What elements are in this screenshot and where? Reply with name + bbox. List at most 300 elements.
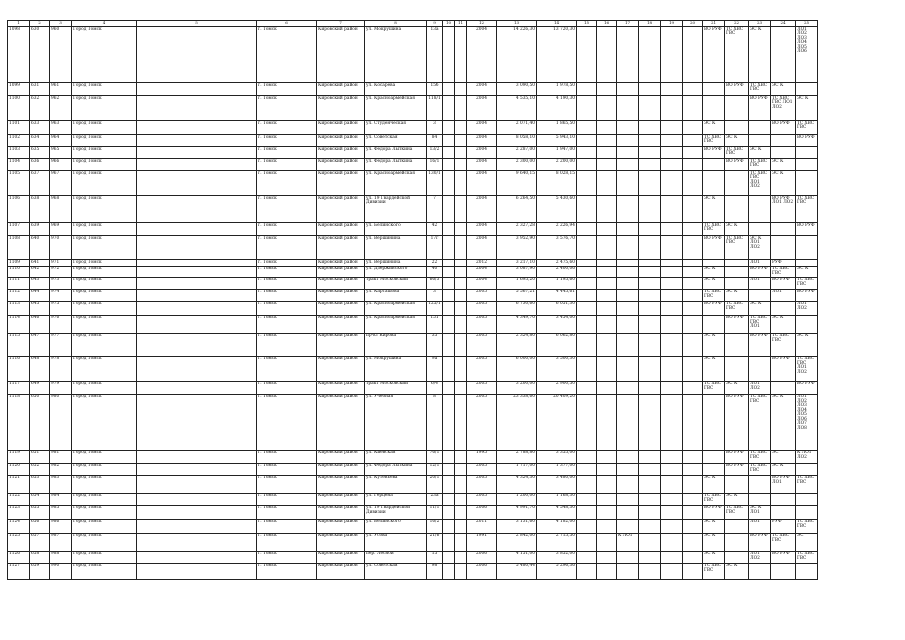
table-cell: Город Томск	[72, 159, 137, 171]
table-cell: Город Томск	[72, 260, 137, 267]
table-cell	[137, 301, 257, 315]
table-cell: 1123	[8, 505, 30, 519]
table-cell: 13/2	[427, 147, 443, 159]
table-cell	[683, 277, 703, 289]
table-cell: Город Томск	[72, 551, 137, 563]
column-number: 15	[577, 21, 597, 27]
table-cell: Город Томск	[72, 289, 137, 301]
table-cell: 1126	[8, 551, 30, 563]
table-cell: г. Томск	[257, 519, 317, 533]
table-cell: ЭС К	[796, 333, 818, 356]
table-cell: 640	[30, 236, 50, 260]
table-row	[8, 463, 818, 475]
table-cell: 3 087,90	[497, 266, 537, 277]
table-cell	[617, 135, 639, 147]
table-cell	[796, 493, 818, 505]
table-cell: ТС ХВС ГВС ЛО1 ЛО2	[796, 356, 818, 381]
table-cell	[683, 27, 703, 83]
table-cell: 98	[427, 563, 443, 579]
table-cell	[639, 519, 661, 533]
table-cell	[639, 266, 661, 277]
table-cell: ТС ХВС ГВС	[796, 277, 818, 289]
table-cell: ЭС К	[703, 121, 725, 135]
table-cell	[661, 236, 683, 260]
table-cell: 2005	[467, 301, 497, 315]
table-cell: г. Томск	[257, 260, 317, 267]
table-cell	[577, 333, 597, 356]
table-cell: ТС ХВС ГВС ЛО1 ЛО2	[749, 171, 771, 196]
table-cell: К ЛО1	[617, 533, 639, 551]
table-cell	[597, 475, 617, 493]
table-cell: Кировский район	[317, 333, 365, 356]
table-cell	[661, 147, 683, 159]
table-cell: 2 324,80	[497, 333, 537, 356]
table-cell	[639, 394, 661, 450]
table-cell: 2 900,50	[537, 381, 577, 394]
column-number: 17	[617, 21, 639, 27]
table-cell	[796, 159, 818, 171]
table-cell	[455, 147, 467, 159]
table-cell: ЭС К	[725, 289, 749, 301]
table-cell: 972	[50, 266, 72, 277]
table-cell	[796, 563, 818, 579]
table-cell	[443, 463, 455, 475]
table-cell	[617, 394, 639, 450]
table-cell: ЭС К	[703, 551, 725, 563]
table-cell	[639, 171, 661, 196]
table-cell: Город Томск	[72, 135, 137, 147]
table-cell: Кировский район	[317, 289, 365, 301]
column-number: 13	[497, 21, 537, 27]
table-cell	[771, 505, 796, 519]
table-cell	[597, 551, 617, 563]
table-cell: ул. Косарева	[365, 83, 427, 96]
table-cell: 964	[50, 135, 72, 147]
table-cell	[137, 519, 257, 533]
table-cell	[597, 159, 617, 171]
table-cell	[577, 551, 597, 563]
table-cell	[683, 289, 703, 301]
table-cell	[661, 171, 683, 196]
table-cell	[577, 505, 597, 519]
table-cell: ул. Мокрушина	[365, 27, 427, 83]
table-cell: 16/1	[427, 159, 443, 171]
table-cell	[455, 475, 467, 493]
table-cell: 2004	[467, 159, 497, 171]
table-cell	[443, 356, 455, 381]
table-cell: 968	[50, 196, 72, 223]
table-cell	[597, 315, 617, 333]
table-cell: РУФ	[771, 519, 796, 533]
table-cell: 645	[30, 301, 50, 315]
table-cell: 1118	[8, 394, 30, 450]
table-cell	[617, 301, 639, 315]
table-cell	[577, 450, 597, 463]
table-cell	[597, 301, 617, 315]
table-cell: 1 695,20	[497, 277, 537, 289]
table-cell	[683, 315, 703, 333]
table-cell	[683, 533, 703, 551]
table-cell: Кировский район	[317, 381, 365, 394]
table-row	[8, 533, 818, 551]
table-cell	[683, 333, 703, 356]
table-cell: 975	[50, 301, 72, 315]
table-cell: Кировский район	[317, 147, 365, 159]
table-cell	[455, 519, 467, 533]
table-cell: Город Томск	[72, 223, 137, 236]
table-cell	[703, 171, 725, 196]
table-cell: тракт Московский	[365, 277, 427, 289]
table-cell: 976	[50, 315, 72, 333]
table-cell: К ЛО1 ЛО2	[796, 450, 818, 463]
table-cell	[137, 236, 257, 260]
table-cell: 633	[30, 121, 50, 135]
table-cell	[597, 266, 617, 277]
table-cell: 1995	[467, 450, 497, 463]
table-cell	[749, 196, 771, 223]
table-cell: 657	[30, 533, 50, 551]
table-cell: ВО РУФ	[771, 277, 796, 289]
table-cell: Город Томск	[72, 356, 137, 381]
table-cell: Кировский район	[317, 277, 365, 289]
table-cell	[749, 135, 771, 147]
table-cell: г. Томск	[257, 196, 317, 223]
table-cell	[455, 196, 467, 223]
column-number: 18	[639, 21, 661, 27]
table-row	[8, 505, 818, 519]
table-cell	[597, 563, 617, 579]
table-cell	[137, 96, 257, 121]
table-cell: г. Томск	[257, 147, 317, 159]
table-cell	[577, 83, 597, 96]
table-cell: ВО РУФ ЛО1 ЛО2	[771, 196, 796, 223]
table-cell	[597, 394, 617, 450]
table-cell: 648	[30, 356, 50, 381]
table-cell: 987	[50, 533, 72, 551]
table-cell: 649	[30, 381, 50, 394]
table-cell: 3 952,90	[497, 236, 537, 260]
table-cell	[661, 121, 683, 135]
table-cell: 971	[50, 260, 72, 267]
table-cell: ул. Красноармейская	[365, 96, 427, 121]
table-cell: ЛО1 ЛО2	[749, 381, 771, 394]
table-cell	[577, 381, 597, 394]
table-cell	[577, 223, 597, 236]
table-cell: 658	[30, 551, 50, 563]
table-cell: ЭС	[796, 533, 818, 551]
table-cell	[661, 519, 683, 533]
table-cell: Город Томск	[72, 196, 137, 223]
table-cell: Кировский район	[317, 533, 365, 551]
table-cell	[597, 519, 617, 533]
table-cell: 22	[427, 260, 443, 267]
table-cell	[639, 551, 661, 563]
table-cell	[577, 356, 597, 381]
table-cell	[617, 551, 639, 563]
table-cell	[639, 315, 661, 333]
table-cell: 1 717,00	[497, 463, 537, 475]
table-cell	[771, 493, 796, 505]
table-cell	[771, 563, 796, 579]
table-cell	[683, 171, 703, 196]
table-cell	[443, 475, 455, 493]
table-cell	[771, 135, 796, 147]
table-cell: 2005	[467, 356, 497, 381]
table-cell: 11/1	[427, 505, 443, 519]
table-cell: ВО РУФ	[796, 135, 818, 147]
table-cell: Город Томск	[72, 96, 137, 121]
table-cell	[796, 315, 818, 333]
table-cell	[617, 493, 639, 505]
table-cell	[725, 356, 749, 381]
table-cell: 2 327,28	[497, 223, 537, 236]
table-cell: Город Томск	[72, 266, 137, 277]
table-cell: 151	[427, 315, 443, 333]
table-cell	[443, 223, 455, 236]
table-cell	[617, 121, 639, 135]
table-cell	[703, 159, 725, 171]
table-cell: 4 548,30	[537, 505, 577, 519]
table-cell: ул. Герцена	[365, 493, 427, 505]
table-cell: Город Томск	[72, 277, 137, 289]
column-number: 10	[443, 21, 455, 27]
table-cell	[455, 505, 467, 519]
table-cell: РУФ	[771, 260, 796, 267]
table-cell: 66/3	[427, 277, 443, 289]
table-cell: 962	[50, 96, 72, 121]
table-cell: 2004	[467, 196, 497, 223]
table-cell	[683, 301, 703, 315]
table-cell	[725, 121, 749, 135]
table-cell	[661, 301, 683, 315]
table-cell: 1103	[8, 147, 30, 159]
table-cell: г. Томск	[257, 135, 317, 147]
table-cell: Кировский район	[317, 493, 365, 505]
table-cell: 9 640,15	[497, 171, 537, 196]
table-cell: 3 131,60	[497, 519, 537, 533]
table-cell: ЭС К	[771, 171, 796, 196]
table-cell	[455, 223, 467, 236]
table-cell: ул. Вершинина	[365, 236, 427, 260]
table-cell: Кировский район	[317, 83, 365, 96]
table-cell	[749, 121, 771, 135]
table-cell: 1099	[8, 83, 30, 96]
table-cell: 655	[30, 505, 50, 519]
table-cell: ЛО1 ЛО2 ЛО3 ЛО4 ЛО5 ЛО6	[796, 27, 818, 83]
table-cell: 2004	[467, 83, 497, 96]
table-cell: ЭС К	[771, 315, 796, 333]
table-cell	[577, 289, 597, 301]
table-cell: ВО РУФ	[796, 289, 818, 301]
table-cell	[577, 135, 597, 147]
table-cell: 1 947,00	[537, 147, 577, 159]
table-cell: 23а	[427, 493, 443, 505]
table-cell: 1111	[8, 277, 30, 289]
table-cell: 5 943,10	[537, 135, 577, 147]
table-cell: 653	[30, 475, 50, 493]
table-cell: 4 535,10	[497, 96, 537, 121]
column-number: 1	[8, 21, 30, 27]
table-cell: Кировский район	[317, 356, 365, 381]
table-cell: 1991	[467, 533, 497, 551]
table-cell	[597, 356, 617, 381]
table-cell	[617, 475, 639, 493]
table-cell	[749, 563, 771, 579]
table-cell: 1105	[8, 171, 30, 196]
table-cell	[137, 450, 257, 463]
table-cell	[137, 289, 257, 301]
table-cell: ВО РУФ	[771, 121, 796, 135]
table-cell: г. Томск	[257, 463, 317, 475]
table-cell	[577, 196, 597, 223]
table-cell	[661, 533, 683, 551]
table-row	[8, 135, 818, 147]
table-cell: 84	[427, 135, 443, 147]
table-cell	[597, 147, 617, 159]
table-cell	[597, 171, 617, 196]
table-cell: ЭС К	[703, 196, 725, 223]
table-cell	[771, 147, 796, 159]
table-cell: ТС ХВС ГВС	[771, 266, 796, 277]
table-cell	[771, 381, 796, 394]
column-number: 11	[455, 21, 467, 27]
table-cell: ЭС К ЛО1	[749, 505, 771, 519]
table-cell: 6 062,80	[537, 333, 577, 356]
table-cell: 3 576,70	[537, 236, 577, 260]
table-cell: ВО РУФ	[725, 159, 749, 171]
table-cell: 632	[30, 96, 50, 121]
table-cell	[455, 96, 467, 121]
table-cell: 986	[50, 519, 72, 533]
table-cell: ВО РУФ	[749, 333, 771, 356]
table-cell: ТС ХВС ГВС	[725, 27, 749, 83]
table-cell: Город Томск	[72, 27, 137, 83]
table-cell: ТС ХВС ГВС	[725, 505, 749, 519]
table-cell: г. Томск	[257, 159, 317, 171]
register-table	[7, 20, 818, 580]
table-row	[8, 171, 818, 196]
table-cell: 1124	[8, 519, 30, 533]
column-number: 5	[137, 21, 257, 27]
table-row	[8, 196, 818, 223]
table-cell	[577, 266, 597, 277]
table-cell: ТС ХВС ГВС	[796, 551, 818, 563]
table-cell: 2005	[467, 315, 497, 333]
table-cell	[639, 333, 661, 356]
table-cell	[443, 333, 455, 356]
table-cell: г. Томск	[257, 475, 317, 493]
table-cell	[597, 333, 617, 356]
table-cell	[597, 493, 617, 505]
table-cell: ул. 19 Гвардейской Дивизии	[365, 196, 427, 223]
table-cell: 652	[30, 463, 50, 475]
table-cell: ВО РУФ	[703, 147, 725, 159]
table-cell	[443, 159, 455, 171]
table-cell: Кировский район	[317, 121, 365, 135]
table-row	[8, 147, 818, 159]
table-cell: ВО РУФ	[749, 533, 771, 551]
table-cell	[137, 147, 257, 159]
table-cell: 3	[427, 121, 443, 135]
table-cell: г. Томск	[257, 315, 317, 333]
table-cell	[443, 563, 455, 579]
table-cell: 634	[30, 135, 50, 147]
table-cell	[137, 381, 257, 394]
table-cell: 3 355,00	[537, 450, 577, 463]
table-cell	[639, 236, 661, 260]
table-cell: ТС ХВС ГВС	[725, 301, 749, 315]
table-cell: г. Томск	[257, 236, 317, 260]
table-cell	[661, 333, 683, 356]
table-cell	[617, 356, 639, 381]
table-cell: 1 865,50	[537, 121, 577, 135]
table-cell	[455, 381, 467, 394]
table-cell: ЛО1	[749, 277, 771, 289]
table-cell: 980	[50, 394, 72, 450]
table-cell	[137, 463, 257, 475]
table-row	[8, 266, 818, 277]
table-cell	[597, 381, 617, 394]
table-cell: ЛО1	[749, 519, 771, 533]
table-cell: ул. Вершинина	[365, 260, 427, 267]
table-cell: ЭС К	[725, 493, 749, 505]
table-cell: ЭС К	[749, 27, 771, 83]
table-cell	[683, 159, 703, 171]
table-cell	[443, 301, 455, 315]
table-cell: 2006	[467, 505, 497, 519]
table-cell: 13 720,30	[537, 27, 577, 83]
table-cell: ЛО1 ЛО2	[796, 301, 818, 315]
table-cell: ЭС К	[725, 563, 749, 579]
table-cell	[661, 394, 683, 450]
table-cell: 638	[30, 196, 50, 223]
table-cell: 14 226,30	[497, 27, 537, 83]
table-cell	[639, 277, 661, 289]
table-cell	[639, 505, 661, 519]
table-cell: Кировский район	[317, 394, 365, 450]
table-cell	[455, 159, 467, 171]
column-number: 24	[771, 21, 796, 27]
table-cell	[137, 171, 257, 196]
table-cell	[639, 381, 661, 394]
table-cell	[443, 236, 455, 260]
table-cell	[137, 266, 257, 277]
table-cell: ТС ХВС ГВС	[796, 196, 818, 223]
table-cell	[661, 223, 683, 236]
table-cell	[683, 96, 703, 121]
table-cell: пер. Лесной	[365, 551, 427, 563]
table-cell	[661, 135, 683, 147]
table-row	[8, 236, 818, 260]
table-cell	[597, 27, 617, 83]
table-cell: Кировский район	[317, 563, 365, 579]
table-cell: 1 200,00	[497, 493, 537, 505]
table-cell	[661, 196, 683, 223]
table-cell: Кировский район	[317, 27, 365, 83]
table-cell	[577, 519, 597, 533]
table-cell: 6 051,30	[537, 301, 577, 315]
table-cell	[577, 96, 597, 121]
table-cell: 2 475,60	[537, 260, 577, 267]
table-cell: тракт Московский	[365, 381, 427, 394]
table-cell: ТС ХВС ГВС	[749, 463, 771, 475]
table-cell: 1125	[8, 533, 30, 551]
table-cell: 1121	[8, 475, 30, 493]
table-cell	[137, 135, 257, 147]
table-cell: ЭС К	[771, 463, 796, 475]
table-cell: 2005	[467, 463, 497, 475]
table-cell	[796, 83, 818, 96]
